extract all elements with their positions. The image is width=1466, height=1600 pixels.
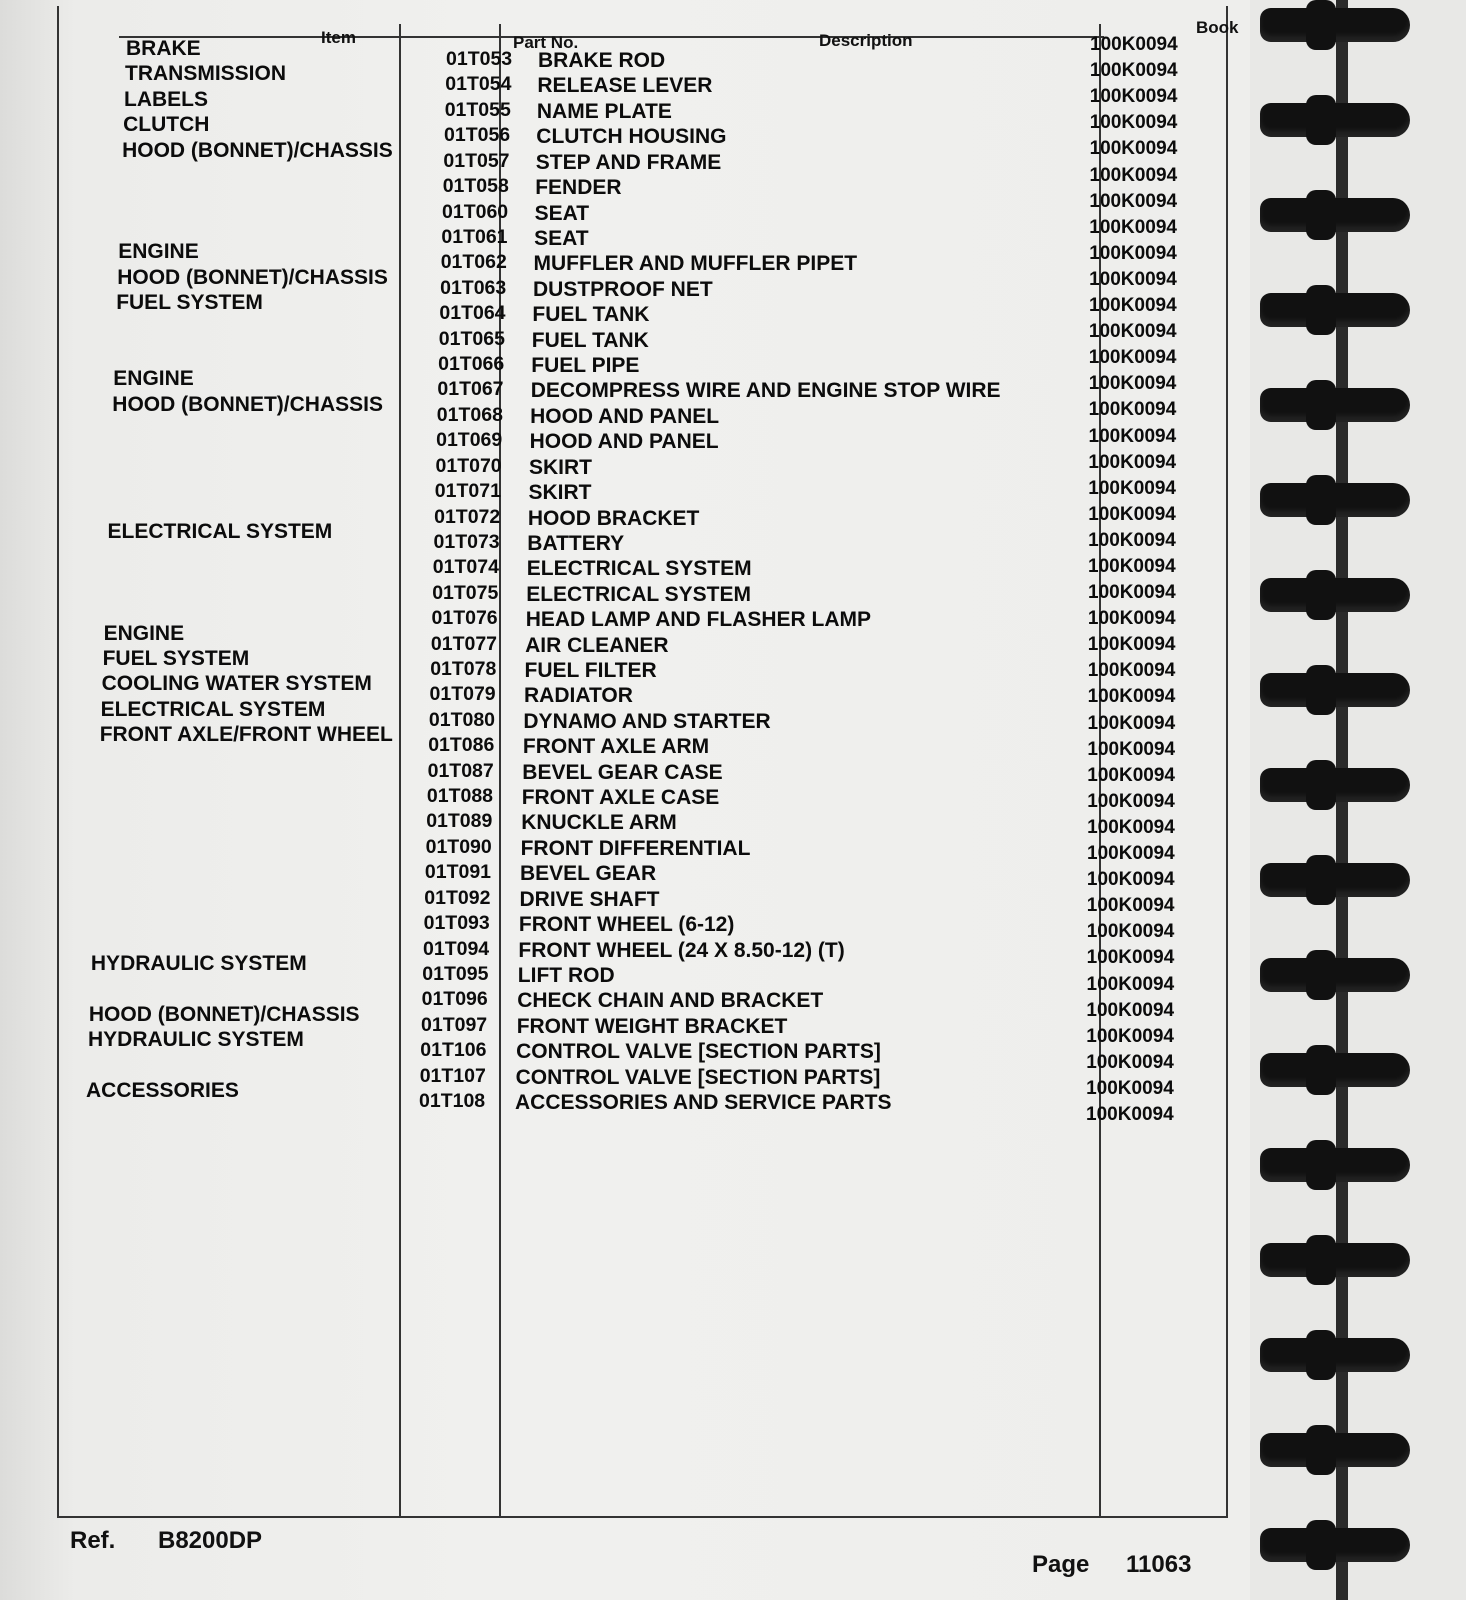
row-item: ELECTRICAL SYSTEM [100,697,326,721]
row-description: HEAD LAMP AND FLASHER LAMP [525,608,872,632]
row-description: FRONT AXLE ARM [522,735,710,759]
binding-coil [1260,103,1410,137]
row-book: 100K0094 [1088,503,1176,525]
binding-coil [1260,863,1410,897]
row-part-no: 01T058 [442,175,509,198]
binding-coil [1260,198,1410,232]
row-description: SKIRT [528,481,592,504]
binding-coil [1260,958,1410,992]
row-part-no: 01T076 [431,607,498,630]
row-book: 100K0094 [1089,138,1178,160]
row-item: HOOD (BONNET)/CHASSIS [117,265,388,289]
binding-coil [1260,388,1410,422]
row-book: 100K0094 [1088,477,1176,499]
row-book: 100K0094 [1087,764,1175,786]
row-description: BEVEL GEAR CASE [522,760,723,784]
row-item: ENGINE [113,367,194,391]
row-description: FRONT WHEEL (24 X 8.50-12) (T) [518,938,845,962]
row-book: 100K0094 [1087,686,1176,708]
row-part-no: 01T074 [432,556,499,579]
binding-coil [1260,578,1410,612]
row-description: DYNAMO AND STARTER [523,709,771,733]
binding-coil [1260,8,1410,42]
row-description: FENDER [535,176,622,200]
row-part-no: 01T091 [424,861,492,884]
row-description: FUEL PIPE [531,354,640,377]
row-part-no: 01T089 [426,810,493,833]
row-book: 100K0094 [1089,268,1177,290]
row-description: ELECTRICAL SYSTEM [526,557,752,581]
row-description: STEP AND FRAME [535,150,722,174]
row-item: FUEL SYSTEM [116,291,263,315]
row-description: BATTERY [527,531,625,555]
row-book: 100K0094 [1089,242,1177,264]
row-book: 100K0094 [1086,1104,1174,1125]
row-part-no: 01T088 [426,785,494,807]
row-item: ACCESSORIES [86,1079,239,1102]
header-description: Description [819,31,913,50]
row-description: DECOMPRESS WIRE AND ENGINE STOP WIRE [530,379,1001,403]
row-book: 100K0094 [1088,373,1177,395]
row-item: HYDRAULIC SYSTEM [88,1028,304,1052]
row-book: 100K0094 [1089,164,1178,186]
row-item: LABELS [124,87,208,111]
ref-value: B8200DP [158,1527,263,1554]
row-description: FRONT AXLE CASE [521,786,720,809]
row-book: 100K0094 [1089,190,1178,212]
row-part-no: 01T096 [421,988,488,1011]
spiral-binding [1250,0,1466,1600]
row-description: DUSTPROOF NET [533,277,713,301]
row-book: 100K0094 [1090,34,1178,55]
row-description: MUFFLER AND MUFFLER PIPET [533,252,858,276]
binding-coil [1260,1053,1410,1087]
row-part-no: 01T080 [428,708,496,731]
row-description: HOOD AND PANEL [529,430,719,454]
row-part-no: 01T061 [441,225,508,248]
row-book: 100K0094 [1087,738,1176,760]
row-book: 100K0094 [1088,451,1177,473]
row-description: FRONT DIFFERENTIAL [520,836,751,860]
row-book: 100K0094 [1088,582,1176,603]
row-part-no: 01T063 [440,276,507,299]
header-book: Book [1196,18,1239,37]
row-description: KNUCKLE ARM [521,811,677,835]
row-part-no: 01T060 [442,200,509,223]
row-book: 100K0094 [1087,712,1176,734]
row-item: TRANSMISSION [125,62,287,86]
ref-label: Ref. [70,1527,116,1554]
row-part-no: 01T093 [423,912,490,935]
row-book: 100K0094 [1087,634,1176,656]
row-part-no: 01T086 [428,734,495,757]
row-description: FRONT WHEEL (6-12) [518,913,735,937]
row-item: CLUTCH [123,113,210,137]
row-description: HOOD AND PANEL [530,404,720,428]
row-part-no: 01T057 [443,149,510,172]
binding-coil [1260,293,1410,327]
row-description: ACCESSORIES AND SERVICE PARTS [515,1091,892,1114]
row-book: 100K0094 [1088,556,1176,577]
row-book: 100K0094 [1089,112,1178,134]
binding-coil [1260,1243,1410,1277]
row-part-no: 01T097 [421,1013,488,1036]
row-item: ENGINE [103,621,185,645]
row-item: FUEL SYSTEM [102,647,250,670]
row-part-no: 01T066 [438,353,505,375]
row-description: ELECTRICAL SYSTEM [526,582,751,606]
row-item: HOOD (BONNET)/CHASSIS [122,138,393,162]
row-book: 100K0094 [1087,816,1175,838]
row-part-no: 01T092 [424,886,491,909]
row-book: 100K0094 [1086,1025,1174,1047]
header-rule [119,36,1104,38]
row-book: 100K0094 [1086,869,1175,891]
row-item: BRAKE [126,37,201,60]
row-part-no: 01T090 [425,835,492,858]
row-book: 100K0094 [1088,529,1176,551]
row-description: CONTROL VALVE [SECTION PARTS] [515,1065,881,1089]
row-part-no: 01T106 [420,1039,487,1062]
row-part-no: 01T056 [444,124,511,147]
row-description: NAME PLATE [536,99,672,123]
row-description: SKIRT [529,455,592,479]
row-book: 100K0094 [1088,399,1177,421]
row-description: FUEL TANK [532,303,650,327]
row-book: 100K0094 [1088,425,1177,447]
row-description: HOOD BRACKET [527,506,700,530]
row-part-no: 01T073 [433,530,500,553]
row-description: FUEL FILTER [524,659,657,682]
row-description: CONTROL VALVE [SECTION PARTS] [516,1040,881,1064]
row-book: 100K0094 [1088,321,1177,343]
row-part-no: 01T072 [434,505,501,528]
column-divider [399,24,401,1516]
row-book: 100K0094 [1086,895,1175,917]
row-description: CLUTCH HOUSING [536,125,727,149]
row-item: ELECTRICAL SYSTEM [107,519,333,543]
row-description: BEVEL GEAR [520,862,657,886]
page-number: 11063 [1126,1551,1192,1578]
row-description: SEAT [534,201,590,225]
row-item: ENGINE [118,240,199,264]
row-part-no: 01T064 [439,302,506,325]
row-book: 100K0094 [1086,921,1175,943]
binding-coil [1260,768,1410,802]
row-part-no: 01T062 [440,251,507,274]
row-book: 100K0094 [1087,608,1176,630]
binding-coil [1260,1528,1410,1562]
row-book: 100K0094 [1087,790,1175,812]
row-part-no: 01T095 [422,962,489,985]
row-part-no: 01T071 [434,480,501,502]
row-description: FRONT WEIGHT BRACKET [516,1014,788,1038]
row-book: 100K0094 [1089,86,1178,108]
row-item: COOLING WATER SYSTEM [101,672,372,696]
row-part-no: 01T069 [436,429,503,452]
row-description: RADIATOR [524,684,633,708]
row-part-no: 01T108 [419,1090,486,1112]
binding-coil [1260,1148,1410,1182]
row-book: 100K0094 [1086,947,1175,969]
binding-coil [1260,673,1410,707]
row-part-no: 01T067 [437,378,504,401]
row-book: 100K0094 [1086,1077,1174,1099]
row-book: 100K0094 [1089,60,1178,82]
row-part-no: 01T070 [435,454,502,477]
row-description: SEAT [534,226,589,250]
row-part-no: 01T078 [430,658,497,680]
page-label: Page [1032,1551,1090,1578]
header-item: Item [321,28,356,47]
row-description: FUEL TANK [531,328,649,352]
row-description: BRAKE ROD [538,49,666,72]
row-part-no: 01T068 [436,403,503,426]
row-book: 100K0094 [1089,216,1177,238]
binding-coil [1260,1338,1410,1372]
row-part-no: 01T055 [444,98,511,121]
row-item: HOOD (BONNET)/CHASSIS [88,1002,360,1026]
row-book: 100K0094 [1089,295,1177,316]
row-book: 100K0094 [1086,999,1175,1021]
row-part-no: 01T087 [427,759,494,782]
row-part-no: 01T065 [438,327,505,350]
row-part-no: 01T107 [419,1064,486,1087]
row-part-no: 01T094 [423,937,490,960]
header-part-no: Part No. [513,33,579,52]
row-description: AIR CLEANER [525,633,669,657]
binding-coil [1260,1433,1410,1467]
row-part-no: 01T075 [432,581,499,604]
row-book: 100K0094 [1086,973,1175,995]
row-description: RELEASE LEVER [537,74,713,98]
row-book: 100K0094 [1087,660,1176,682]
row-part-no: 01T077 [430,632,498,655]
row-description: CHECK CHAIN AND BRACKET [517,989,824,1013]
row-part-no: 01T079 [429,683,496,706]
row-description: LIFT ROD [517,963,615,987]
row-item: FRONT AXLE/FRONT WHEEL [99,723,393,747]
row-book: 100K0094 [1087,843,1175,864]
row-part-no: 01T053 [446,48,513,70]
row-book: 100K0094 [1086,1051,1174,1073]
row-part-no: 01T054 [445,73,512,96]
row-item: HOOD (BONNET)/CHASSIS [112,392,383,416]
row-item: HYDRAULIC SYSTEM [90,951,307,975]
binding-coil [1260,483,1410,517]
row-book: 100K0094 [1088,347,1177,369]
row-description: DRIVE SHAFT [519,887,660,911]
